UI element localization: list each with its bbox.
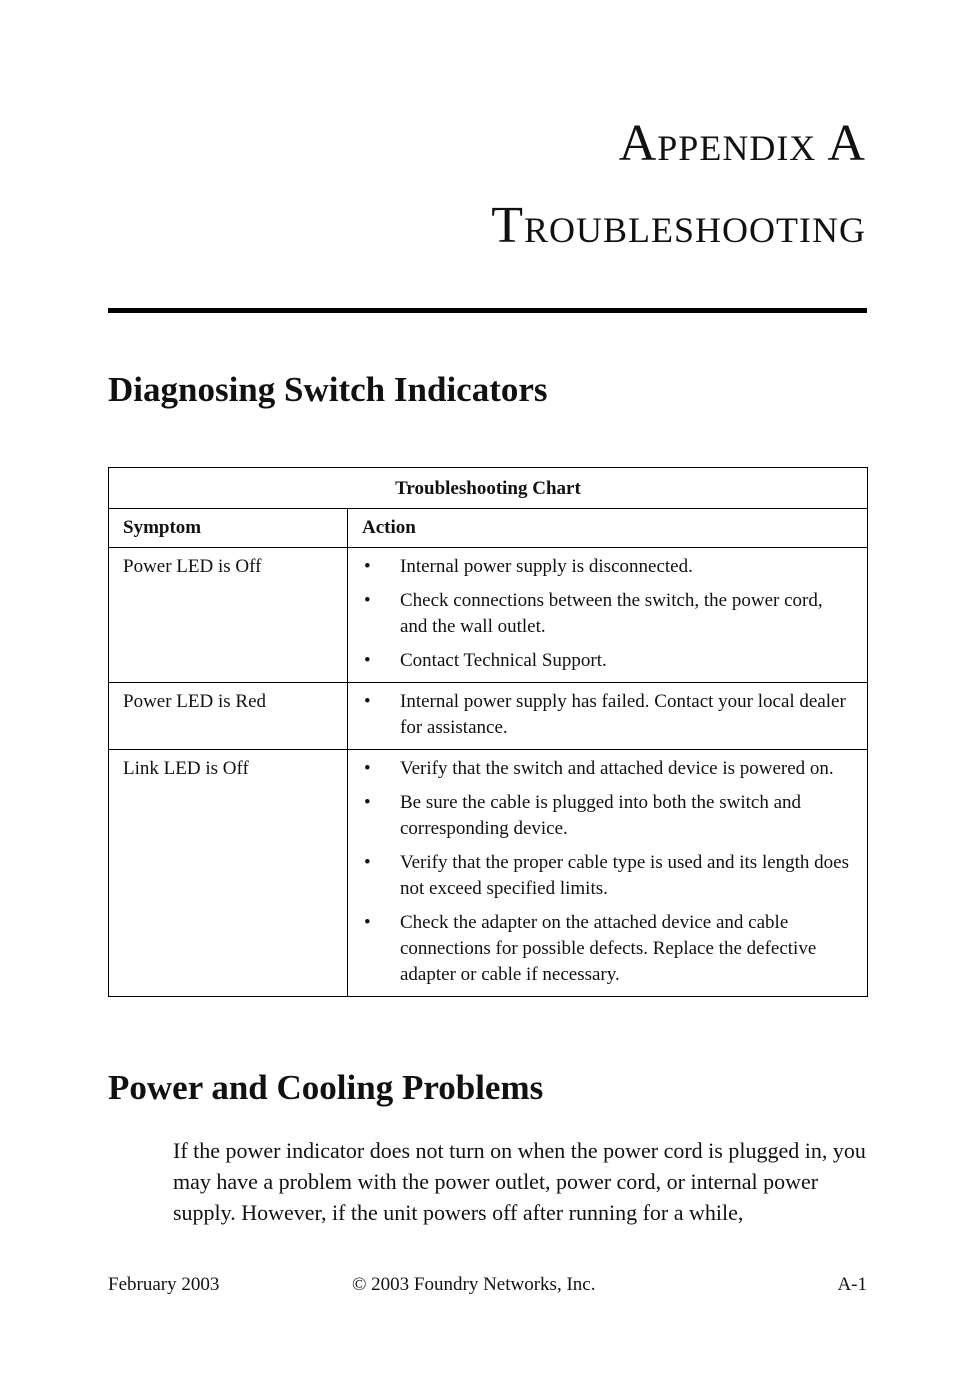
chapter-title-appendix: Appendix A — [618, 115, 866, 172]
action-item: • Check connections between the switch, the power cord, and the wall outlet. — [362, 588, 853, 640]
troubleshooting-table — [108, 467, 868, 997]
action-item: • Be sure the cable is plugged into both the switch and corresponding device. — [362, 790, 853, 842]
title-divider — [108, 308, 867, 313]
column-header-symptom: Symptom — [109, 509, 348, 548]
symptom-cell: Power LED is Red — [109, 683, 348, 750]
symptom-cell: Link LED is Off — [109, 750, 348, 997]
action-cell — [348, 548, 868, 683]
symptom-cell: Power LED is Off — [109, 548, 348, 683]
action-item: • Check the adapter on the attached device and cable connections for possible defects. Replace the defective adapter or cable if necessary. — [362, 910, 853, 988]
action-cell — [348, 683, 868, 750]
body-paragraph: If the power indicator does not turn on when the power cord is plugged in, you may have a problem with the power outlet, power cord, or internal power supply. However, if the unit powers off after running for a while, — [173, 1138, 866, 1225]
table-row — [109, 548, 868, 683]
action-item: • Verify that the switch and attached device is powered on. — [362, 756, 853, 782]
chapter-title-subject: Troubleshooting — [491, 197, 866, 254]
table-row — [109, 750, 868, 997]
section-heading-diagnosing: Diagnosing Switch Indicators — [108, 370, 548, 409]
action-cell — [348, 750, 868, 997]
action-item: • Contact Technical Support. — [362, 648, 853, 674]
column-header-action: Action — [348, 509, 868, 548]
section-heading-power-cooling: Power and Cooling Problems — [108, 1068, 544, 1107]
chapter-title — [108, 115, 866, 254]
footer-date: February 2003 — [108, 1274, 220, 1295]
footer-page-number: A-1 — [837, 1274, 867, 1295]
table-caption: Troubleshooting Chart — [109, 468, 868, 509]
action-item: • Internal power supply is disconnected. — [362, 554, 853, 580]
action-item: • Verify that the proper cable type is used and its length does not exceed specified limits. — [362, 850, 853, 902]
footer-copyright: © 2003 Foundry Networks, Inc. — [352, 1274, 596, 1295]
action-item: • Internal power supply has failed. Contact your local dealer for assistance. — [362, 689, 853, 741]
table-row — [109, 683, 868, 750]
